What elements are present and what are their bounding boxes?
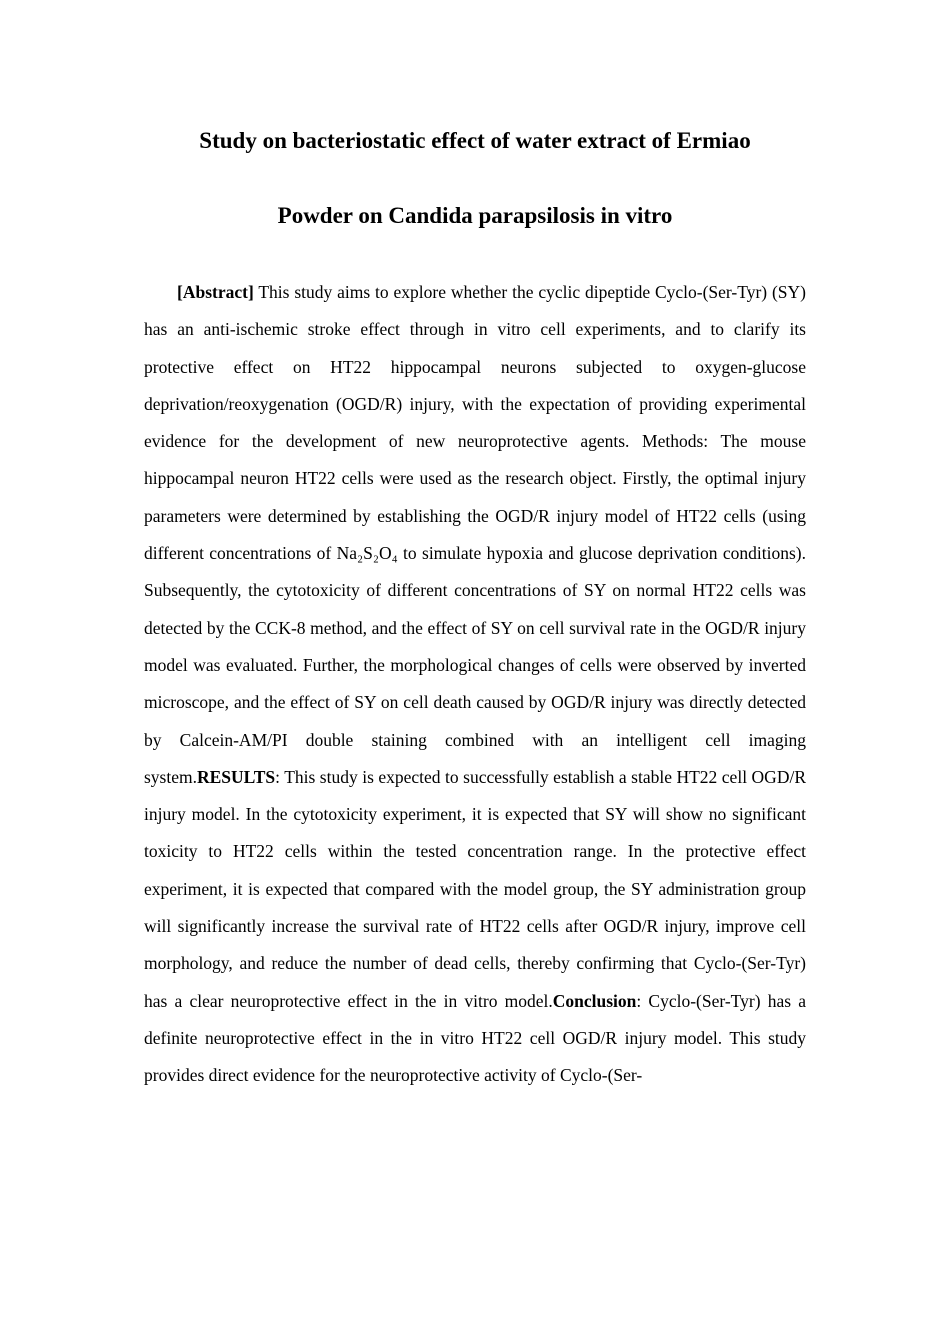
conclusion-text: : Cyclo-(Ser-Tyr) has a definite neuroprotective effect in the in vitro HT22 cell OGD/R injury model. This study provides direct evidence for the neuroprotective activity of Cyclo-(Ser- bbox=[144, 990, 806, 1086]
results-text: : This study is expected to successfully establish a stable HT22 cell OGD/R injury model. In the cytotoxicity experiment, it is expected that SY will show no significant toxicity to HT22 cells within the tested concentration range. In the protective effect experiment, it is expected that compared with the model group, the SY administration group will significantly increase the survival rate of HT22 cells after OGD/R injury, improve cell morphology, and reduce the number of dead cells, thereby confirming that Cyclo-(Ser-Tyr) has a clear neuroprotective effect in the in vitro model. bbox=[144, 766, 806, 1011]
paper-title-line-2: Powder on Candida parapsilosis in vitro bbox=[277, 203, 673, 228]
paper-title-line-1: Study on bacteriostatic effect of water extract of Ermiao bbox=[199, 128, 751, 153]
results-label: RESULTS bbox=[197, 766, 276, 787]
abstract-intro-text: This study aims to explore whether the cyclic dipeptide Cyclo-(Ser-Tyr) (SY) has an anti-ischemic stroke effect through in vitro cell experiments, and to clarify its protective effect on HT22 hippocampal neurons subjected to oxygen-glucose deprivation/reoxygenation (OGD/R) injury, with the expectation of providing experimental evidence for the development of new neuroprotective agents. Methods: The mouse hippocampal neuron HT22 cells were used as the research object. Firstly, the optimal injury parameters were determined by establishing the OGD/R injury model of HT22 cells (using different concentrations of Na₂S₂O₄ to simulate hypoxia and glucose deprivation conditions). Subsequently, the cytotoxicity of different concentrations of SY on normal HT22 cells was detected by the CCK-8 method, and the effect of SY on cell survival rate in the OGD/R injury model was evaluated. Further, the morphological changes of cells were observed by inverted microscope, and the effect of SY on cell death caused by OGD/R injury was directly detected by Calcein-AM/PI double staining combined with an intelligent cell imaging system. bbox=[144, 282, 806, 787]
abstract-paragraph bbox=[144, 274, 806, 1095]
conclusion-label: Conclusion bbox=[552, 990, 637, 1011]
abstract-label: [Abstract] bbox=[177, 282, 254, 302]
